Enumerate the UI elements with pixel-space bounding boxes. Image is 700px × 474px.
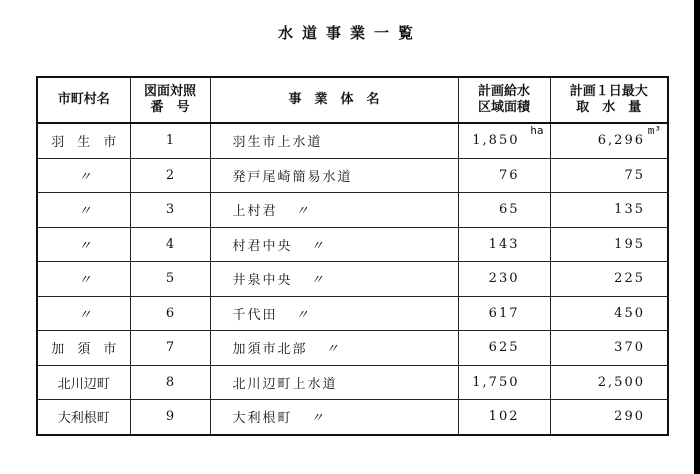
cell-map-number: 2 <box>130 158 210 193</box>
cell-municipality: 〃 <box>37 227 130 262</box>
ditto-mark: 〃 <box>325 342 337 358</box>
cell-utility-name <box>210 227 458 262</box>
cell-municipality: 〃 <box>37 296 130 331</box>
unit-ha: ha <box>530 124 544 137</box>
cell-map-number: 9 <box>130 400 210 435</box>
cell-map-number: 1 <box>130 123 210 158</box>
utility-name-text: 発戸尾崎簡易水道 <box>232 169 353 185</box>
unit-m3: m³ <box>647 124 661 137</box>
cell-map-number: 6 <box>130 296 210 331</box>
cell-municipality: 加 須 市 <box>37 331 130 366</box>
table-row <box>37 331 668 366</box>
cell-utility-name <box>210 331 458 366</box>
cell-map-number: 7 <box>130 331 210 366</box>
cell-max-intake: 370 <box>550 331 668 366</box>
cell-map-number: 3 <box>130 193 210 228</box>
table-row <box>37 123 668 158</box>
ditto-mark: 〃 <box>310 238 322 254</box>
cell-utility-name <box>210 296 458 331</box>
cell-utility-name <box>210 400 458 435</box>
cell-max-intake: 135 <box>550 193 668 228</box>
utility-name-text: 村君中央 <box>232 238 293 254</box>
cell-max-intake: 290 <box>550 400 668 435</box>
header-max-intake <box>550 77 668 123</box>
table-row <box>37 296 668 331</box>
cell-map-number: 5 <box>130 262 210 297</box>
utility-name-text: 大利根町 <box>232 411 293 427</box>
cell-planned-area: 102 <box>458 400 550 435</box>
ditto-mark: 〃 <box>295 204 307 220</box>
table-row <box>37 193 668 228</box>
cell-municipality: 大利根町 <box>37 400 130 435</box>
cell-planned-area: 143 <box>458 227 550 262</box>
water-utilities-table <box>36 76 669 436</box>
header-area-line2: 区域面積 <box>477 100 530 115</box>
cell-max-intake <box>550 123 668 158</box>
area-value: 1,850 <box>472 133 520 149</box>
header-intake-line2: 取 水 量 <box>576 100 642 115</box>
cell-planned-area: 625 <box>458 331 550 366</box>
utility-name-text: 加須市北部 <box>232 342 308 358</box>
utility-name-text: 井泉中央 <box>232 273 293 289</box>
cell-map-number: 8 <box>130 365 210 400</box>
intake-value: 6,296 <box>597 133 645 149</box>
cell-municipality: 〃 <box>37 262 130 297</box>
header-map-number-line1: 図面対照 <box>143 84 196 99</box>
document-title: 水道事業一覧 <box>277 24 422 42</box>
cell-max-intake: 75 <box>550 158 668 193</box>
cell-utility-name <box>210 365 458 400</box>
cell-max-intake: 225 <box>550 262 668 297</box>
table-row <box>37 158 668 193</box>
table-header-row <box>37 77 668 123</box>
cell-utility-name <box>210 158 458 193</box>
header-planned-area <box>458 77 550 123</box>
utility-name-text: 羽生市上水道 <box>232 135 323 151</box>
header-map-number-line2: 番 号 <box>150 100 190 115</box>
cell-planned-area: 617 <box>458 296 550 331</box>
utility-name-text: 上村君 <box>232 204 278 220</box>
cell-utility-name <box>210 262 458 297</box>
cell-map-number: 4 <box>130 227 210 262</box>
header-municipality: 市町村名 <box>37 77 130 123</box>
ditto-mark: 〃 <box>310 411 322 427</box>
cell-utility-name <box>210 123 458 158</box>
cell-max-intake: 450 <box>550 296 668 331</box>
header-intake-line1: 計画１日最大 <box>569 84 648 99</box>
cell-planned-area: 65 <box>458 193 550 228</box>
cell-planned-area <box>458 123 550 158</box>
utility-name-text: 北川辺町上水道 <box>232 376 338 392</box>
cell-planned-area: 230 <box>458 262 550 297</box>
header-utility-name: 事 業 体 名 <box>210 77 458 123</box>
cell-utility-name <box>210 193 458 228</box>
header-map-number <box>130 77 210 123</box>
cell-municipality: 〃 <box>37 193 130 228</box>
table-row <box>37 262 668 297</box>
cell-municipality: 羽 生 市 <box>37 123 130 158</box>
scan-edge-mark <box>694 0 700 474</box>
header-area-line1: 計画給水 <box>477 84 530 99</box>
utility-name-text: 千代田 <box>232 307 278 323</box>
cell-max-intake: 195 <box>550 227 668 262</box>
cell-planned-area: 76 <box>458 158 550 193</box>
table-row <box>37 227 668 262</box>
cell-max-intake: 2,500 <box>550 365 668 400</box>
cell-municipality: 北川辺町 <box>37 365 130 400</box>
cell-planned-area: 1,750 <box>458 365 550 400</box>
cell-municipality: 〃 <box>37 158 130 193</box>
table-row <box>37 365 668 400</box>
table-row <box>37 400 668 435</box>
ditto-mark: 〃 <box>295 307 307 323</box>
ditto-mark: 〃 <box>310 273 322 289</box>
